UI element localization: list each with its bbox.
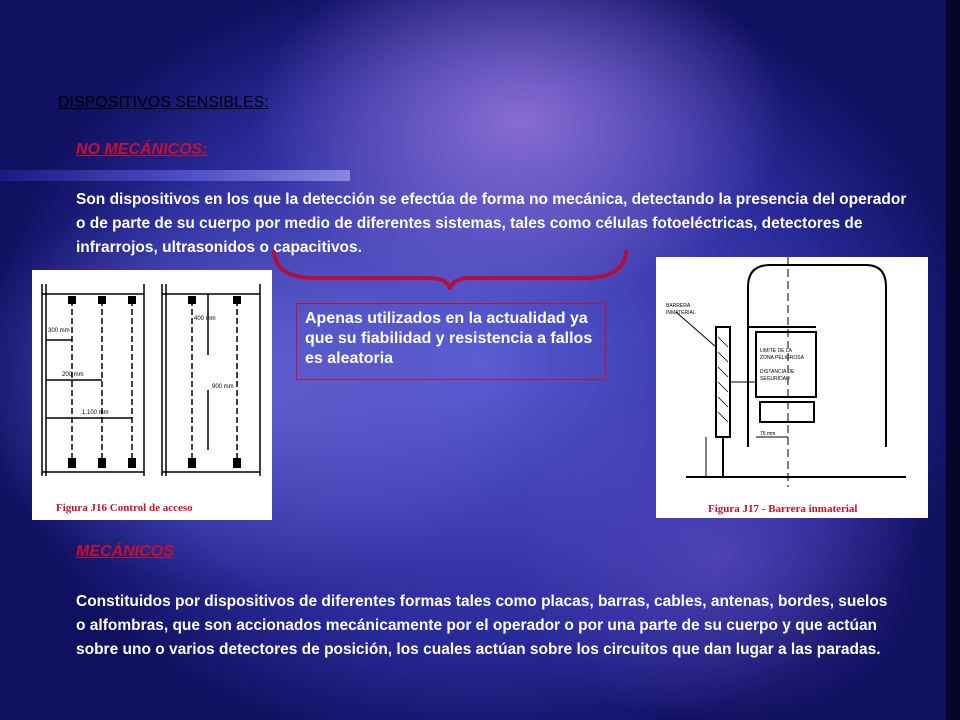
no-mecanicos-paragraph: Son dispositivos en los que la detección se efectúa de forma no mecánica, detectando la presencia del operador o de parte de su cuerpo por medio de diferentes sistemas, tales como células fotoeléctricas, detectores de infrarrojos, ultrasonidos o capacitivos. — [76, 191, 907, 256]
label-zona-peligrosa: ZONA PELIGROSA — [760, 355, 804, 361]
figure-j16-control-acceso — [32, 270, 272, 520]
section-heading: DISPOSITIVOS SENSIBLES: — [58, 94, 269, 111]
label-distancia: DISTANCIA DE — [760, 369, 795, 375]
dim-900: 900 mm — [212, 384, 234, 390]
figure-j16-caption: Figura J16 Control de acceso — [56, 502, 193, 514]
dim-1100: 1.100 mm — [82, 410, 109, 416]
dark-right-edge — [946, 0, 960, 720]
accent-bar — [0, 170, 350, 181]
dim-300: 300 mm — [48, 328, 70, 334]
figure-j17-barrera-inmaterial — [656, 257, 928, 518]
access-control-diagram — [32, 270, 272, 520]
callout-box: Apenas utilizados en la actualidad ya que su fiabilidad y resistencia a fallos es aleatoria — [296, 303, 606, 380]
label-75mm: 75 mm — [760, 431, 776, 437]
label-inmaterial: INMATERIAL — [666, 310, 696, 316]
curly-brace — [270, 248, 630, 290]
label-limite: LIMITE DE LA — [760, 348, 792, 354]
figure-j17-caption: Figura J17 - Barrera inmaterial — [708, 503, 858, 515]
mecanicos-paragraph: Constituidos por dispositivos de diferentes formas tales como placas, barras, cables, antenas, bordes, suelos o alfombras, que son accionados mecánicamente por el operador o por una parte de su cuerpo y que actúan sobre uno o varios detectores de posición, los cuales actúan sobre los circuitos que dan lugar a las paradas. — [76, 593, 888, 658]
label-barrera: BARRERA — [666, 303, 691, 309]
no-mecanicos-title: NO MECÁNICOS: — [76, 141, 208, 158]
label-seguridad: SEGURIDAD — [760, 376, 790, 382]
mecanicos-title: MECÁNICOS — [76, 543, 174, 560]
light-barrier-diagram — [656, 257, 928, 518]
dim-200: 200 mm — [62, 372, 84, 378]
dim-400: 400 mm — [194, 316, 216, 322]
